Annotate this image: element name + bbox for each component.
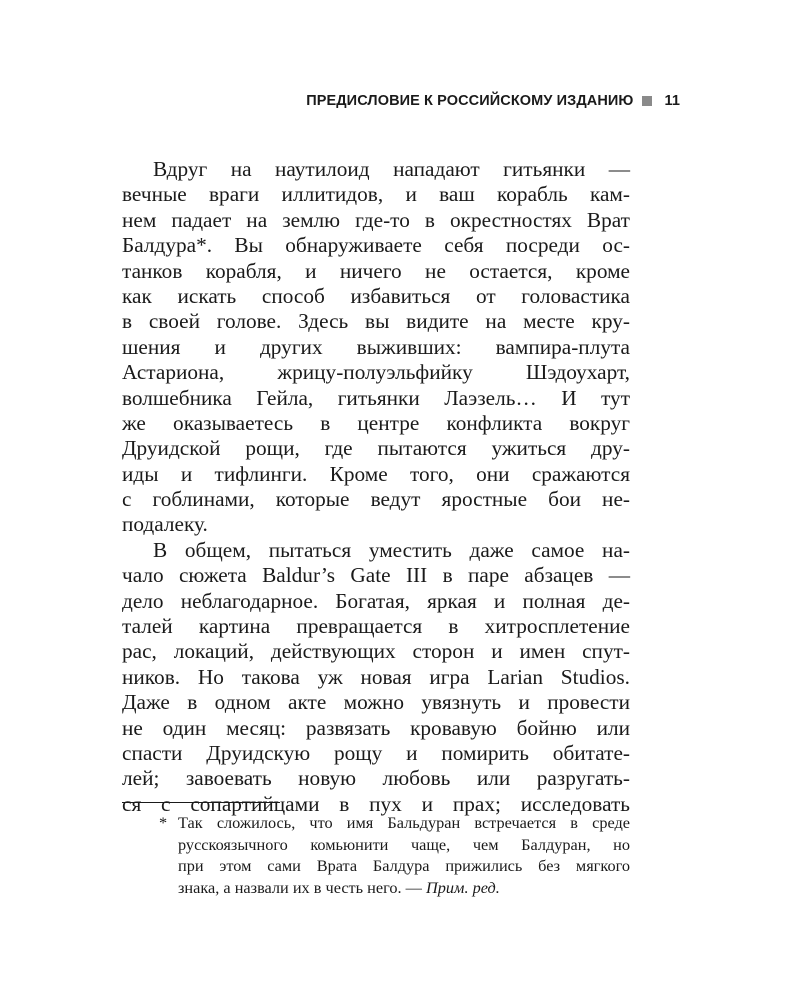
text-line: не один месяц: развязать кровавую бойню или <box>122 715 630 740</box>
text-line: нем падает на землю где-то в окрестностях Врат <box>122 207 630 232</box>
text-line: волшебника Гейла, гитьянки Лаэзель… И тут <box>122 385 630 410</box>
running-head-title: ПРЕДИСЛОВИЕ К РОССИЙСКОМУ ИЗДАНИЮ <box>306 93 634 109</box>
text-line: Даже в одном акте можно увязнуть и провести <box>122 690 630 715</box>
footnote-line: Так сложилось, что имя Бальдуран встречается в среде <box>178 813 630 832</box>
text-line: Друидской рощи, где пытаются ужиться дру- <box>122 436 630 461</box>
text-line: же оказываетесь в центре конфликта вокруг <box>122 410 630 435</box>
text-line: иды и тифлинги. Кроме того, они сражаются <box>122 461 630 486</box>
text-line: лей; завоевать новую любовь или разругать- <box>122 766 630 791</box>
text-line: В общем, пытаться уместить даже самое на- <box>153 537 630 562</box>
footnote-line: при этом сами Врата Балдура прижились без мягкого <box>178 856 630 876</box>
text-line: вечные враги иллитидов, и ваш корабль кам- <box>122 182 630 207</box>
text-line: подалеку. <box>122 512 208 537</box>
footnote-line-text: знака, а назвали их в честь него. — <box>178 877 427 897</box>
text-line: Вдруг на наутилоид нападают гитьянки — <box>153 157 630 181</box>
text-line: как искать способ избавиться от головастика <box>122 283 630 308</box>
text-line: танков корабля, и ничего не остается, кроме <box>122 258 630 283</box>
square-separator-icon <box>642 96 652 106</box>
text-line: Балдура*. Вы обнаруживаете себя посреди ос- <box>122 233 630 258</box>
text-line: рас, локаций, действующих сторон и имен спут- <box>122 639 630 664</box>
main-text <box>122 157 630 817</box>
editor-note: Прим. ред. <box>426 877 500 897</box>
text-line: талей картина превращается в хитросплетение <box>122 614 630 639</box>
text-line: спасти Друидскую рощу и помирить обитате- <box>122 740 630 765</box>
text-line: дело неблагодарное. Богатая, яркая и полная де- <box>122 588 630 613</box>
text-line: в своей голове. Здесь вы видите на месте кру- <box>122 309 630 334</box>
footnote-divider <box>122 802 280 803</box>
text-line: ся с сопартийцами в пух и прах; исследовать <box>122 791 630 816</box>
text-line: с гоблинами, которые ведут яростные бои не- <box>122 487 630 512</box>
text-line: ников. Но такова уж новая игра Larian Studios. <box>122 664 630 689</box>
running-head <box>306 93 680 109</box>
footnote-line: русскоязычного комьюнити чаще, чем Балдуран, но <box>178 834 630 854</box>
text-line: шения и других выживших: вампира-плута <box>122 334 630 359</box>
page-number: 11 <box>664 93 680 109</box>
text-line: Астариона, жрицу-полуэльфийку Шэдоухарт, <box>122 360 630 385</box>
footnote <box>178 812 630 898</box>
footnote-marker: * <box>159 813 168 832</box>
text-line: чало сюжета Baldur’s Gate III в паре абзацев — <box>122 563 630 588</box>
footnote-line <box>178 877 630 899</box>
